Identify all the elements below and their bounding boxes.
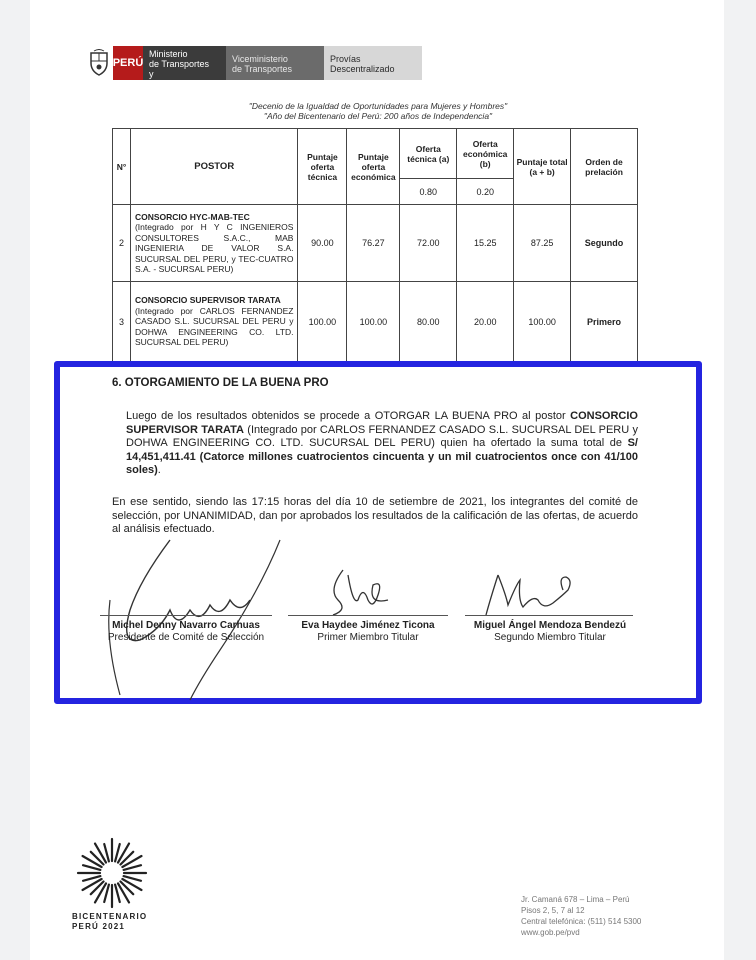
signatory-name-1: Michel Denny Navarro Carhuas [112,620,260,631]
address-line: Central telefónica: (511) 514 5300 [521,917,642,926]
row-postor: CONSORCIO SUPERVISOR TARATA (Integrado por CARLOS FERNANDEZ CASADO S.L. SUCURSAL DEL PERU y DOHWA ENGINEERING CO. LTD. SUCURSAL DEL PERU) [130,282,298,362]
decenio-line: "Decenio de la Igualdad de Oportunidades para Mujeres y Hombres" [248,101,508,111]
row-n: 2 [113,205,131,282]
table-row [113,282,638,362]
bicentenario-sun-icon [72,835,152,911]
col-header-oferta-economica: Oferta económica (b) [457,129,514,179]
ministerio-label: Ministerio de Transportes y Comunicaciones [143,46,226,80]
provias-label: Provías Descentralizado [324,46,422,80]
address-line: Pisos 2, 5, 7 al 12 [521,906,585,915]
peru-label: PERÚ [113,46,143,80]
signatory-role-3: Segundo Miembro Titular [494,632,606,643]
row-puntaje-tecnica: 100.00 [298,282,347,362]
row-puntaje-total: 100.00 [514,282,571,362]
col-header-oferta-tecnica: Oferta técnica (a) [400,129,457,179]
row-oferta-economica: 15.25 [457,205,514,282]
signatory-role-1: Presidente de Comité de Selección [107,632,265,643]
row-orden: Segundo [571,205,638,282]
award-paragraph: Luego de los resultados obtenidos se procede a OTORGAR LA BUENA PRO al postor CONSORCIO SUPERVISOR TARATA (Integrado por CARLOS FERNANDEZ CASADO S.L. SUCURSAL DEL PERU y DOHWA ENGINEERING CO. LTD. SUCURSAL DEL PERU) quien ha ofertado la suma total de S/ 14,451,411.41 (Catorce millones cuatrocientos cincuenta y un mil cuatrocientos once con 41/100 soles). [126,410,638,476]
signatory-role-2: Primer Miembro Titular [317,632,419,643]
coat-of-arms-icon [85,46,113,80]
signatory-name-2: Eva Haydee Jiménez Ticona [301,620,435,631]
row-puntaje-tecnica: 90.00 [298,205,347,282]
row-oferta-tecnica: 80.00 [400,282,457,362]
viceministerio-label: Viceministerio de Transportes [226,46,324,80]
address-block [521,894,641,938]
row-orden: Primero [571,282,638,362]
weight-b: 0.20 [457,179,514,205]
bicentenario-label: BICENTENARIO PERÚ 2021 [72,912,148,931]
signatory-name-3: Miguel Ángel Mendoza Bendezú [473,620,627,631]
website-link[interactable]: www.gob.pe/pvd [521,928,580,937]
signature-line-3 [465,615,633,616]
col-header-n: N° [113,129,131,205]
col-header-postor: POSTOR [130,129,298,205]
government-logo-bar [85,46,422,89]
col-header-puntaje-total: Puntaje total (a + b) [514,129,571,205]
address-line: Jr. Camaná 678 – Lima – Perú [521,895,630,904]
row-oferta-economica: 20.00 [457,282,514,362]
row-oferta-tecnica: 72.00 [400,205,457,282]
row-puntaje-total: 87.25 [514,205,571,282]
signature-line-1 [100,615,272,616]
approval-paragraph: En ese sentido, siendo las 17:15 horas del día 10 de setiembre de 2021, los integrantes del comité de selección, por UNANIMIDAD, dan por aprobados los resultados de la calificación de las ofertas, de acuerdo al análisis efectuado. [112,496,638,535]
row-puntaje-economica: 76.27 [347,205,400,282]
col-header-orden: Orden de prelación [571,129,638,205]
section-title: 6. OTORGAMIENTO DE LA BUENA PRO [112,377,329,389]
col-header-puntaje-tecnica: Puntaje oferta técnica [298,129,347,205]
anio-line: "Año del Bicentenario del Perú: 200 años de Independencia" [263,111,493,121]
decenio-heading [0,101,756,121]
col-header-puntaje-economica: Puntaje oferta económica [347,129,400,205]
row-postor: CONSORCIO HYC-MAB-TEC (Integrado por H Y C INGENIEROS CONSULTORES S.A.C., MAB INGENIERIA DE VALOR S.A. SUCURSAL DEL PERU, y TEC-CUATRO S.A. - SUCURSAL PERU) [130,205,298,282]
weight-a: 0.80 [400,179,457,205]
row-n: 3 [113,282,131,362]
signature-line-2 [288,615,448,616]
row-puntaje-economica: 100.00 [347,282,400,362]
table-row [113,205,638,282]
signature-2 [318,565,398,625]
signature-3 [478,565,588,625]
results-table [112,128,638,362]
